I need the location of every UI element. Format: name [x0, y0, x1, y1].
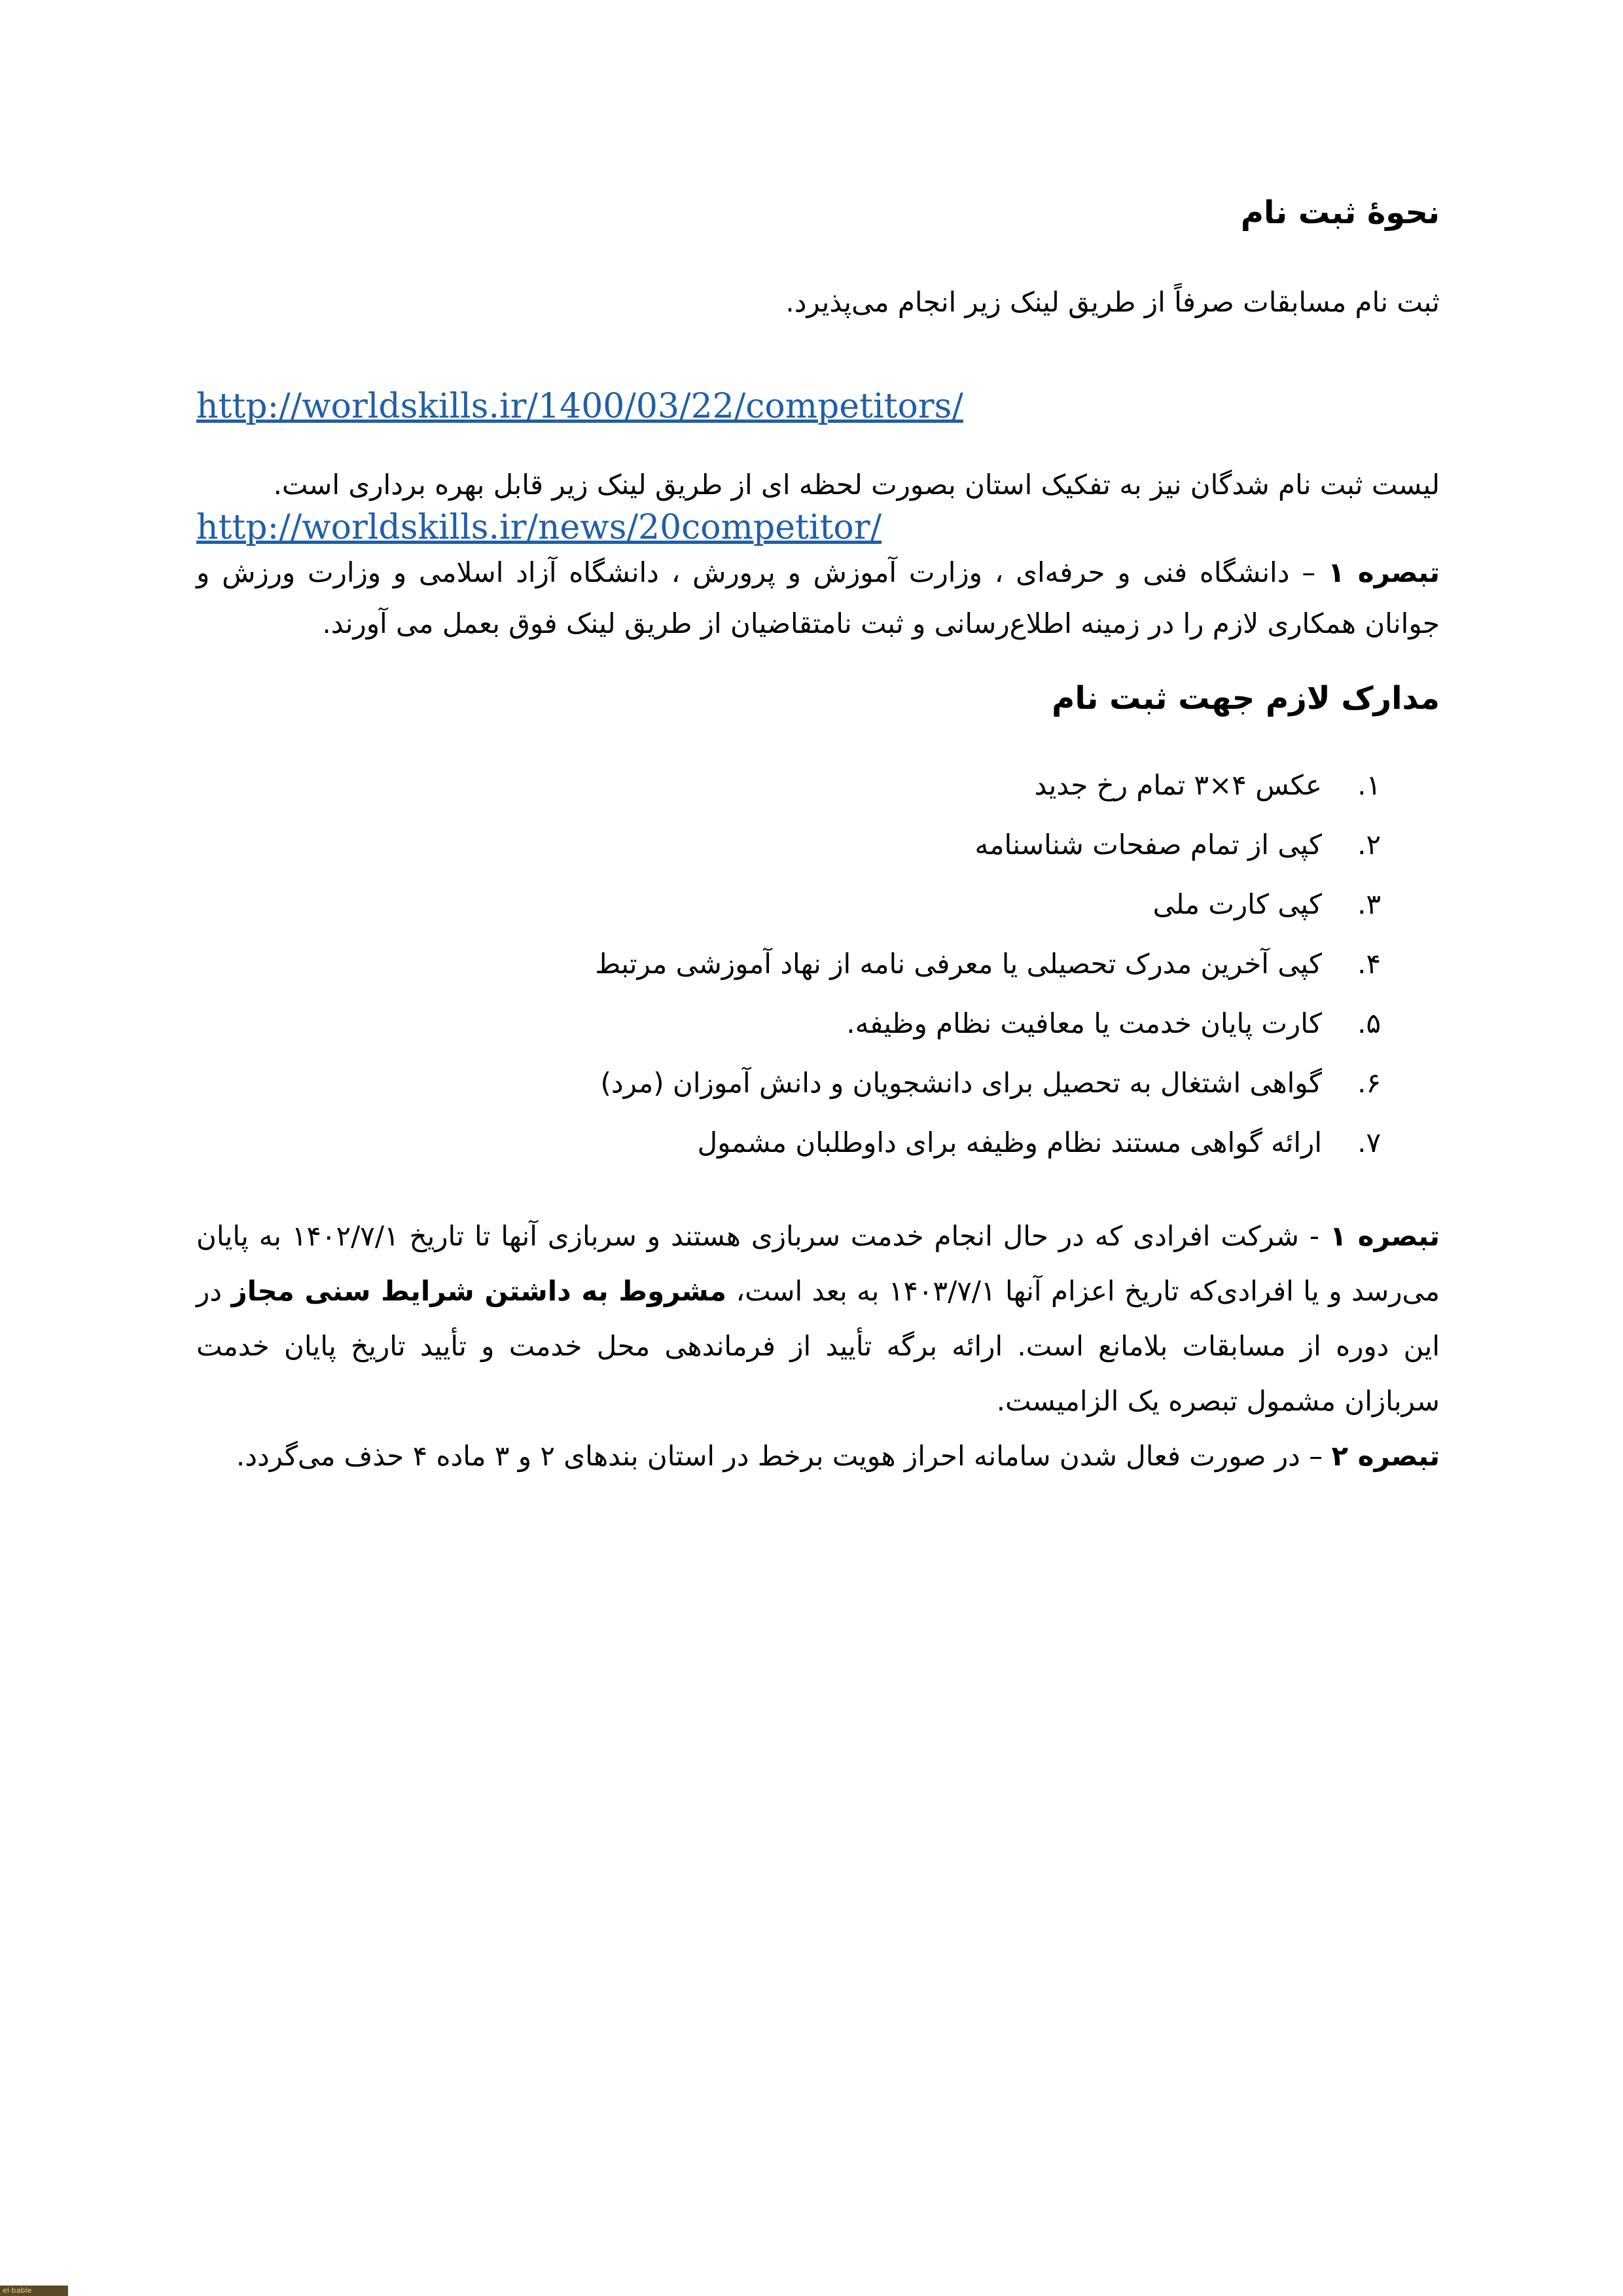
list-item: ۶. گواهی اشتغال به تحصیل برای دانشجویان و دانش آموزان (مرد) [600, 1067, 1381, 1099]
note-2-paragraph [196, 1429, 1440, 1484]
military-service-note: تبصره ۱ - شرکت افرادی که در حال انجام خدمت سربازی هستند و سربازی آنها تا تاریخ ۱۴۰۲/۷/۱ به پایان می‌رسد و یا افرادی‌که تاریخ اعزام آنها ۱۴۰۳/۷/۱ به بعد است، مشروط به داشتن شرایط سنی مجاز در این دوره از مسابقات بلامانع است. ارائه برگه تأیید از فرماندهی محل خدمت و تأیید تاریخ پایان خدمت سربازان مشمول تبصره یک الزامیست. [196, 1220, 1440, 1417]
registered-list-note: لیست ثبت نام شدگان نیز به تفکیک استان بصورت لحظه ای از طریق لینک زیر قابل بهره برداری است. [273, 469, 1440, 501]
list-item: ۲. کپی از تمام صفحات شناسنامه [974, 829, 1381, 861]
note-1-text: – دانشگاه فنی و حرفه‌ای ، وزارت آموزش و پرورش ، دانشگاه آزاد اسلامی و وزارت ورزش و جوانان همکاری لازم را در زمینه اطلاع‌رسانی و ثبت نامتقاضیان از طریق لینک فوق بعمل می آورند. [196, 556, 1440, 639]
registration-heading: نحوۀ ثبت نام [1240, 194, 1440, 231]
requirements-list [196, 755, 1440, 1172]
note-1-paragraph [196, 547, 1440, 649]
note-2-label: تبصره ۲ [1331, 1440, 1440, 1472]
competitor-list-link[interactable]: http://worldskills.ir/news/20competitor/ [196, 508, 882, 547]
age-condition-text: مشروط به داشتن شرایط سنی مجاز [231, 1275, 727, 1307]
note-2-text: – در صورت فعال شدن سامانه احراز هویت برخط در استان بندهای ۲ و ۳ ماده ۴ حذف می‌گردد. [236, 1440, 1332, 1472]
military-note-label: تبصره ۱ [1329, 1220, 1440, 1252]
list-item: ۳. کپی کارت ملی [1152, 888, 1381, 920]
competitors-link[interactable]: http://worldskills.ir/1400/03/22/competitors/ [196, 387, 963, 426]
list-item: ۷. ارائه گواهی مستند نظام وظیفه برای داوطلبان مشمول [697, 1126, 1381, 1158]
registration-intro: ثبت نام مسابقات صرفاً از طریق لینک زیر انجام می‌پذیرد. [785, 286, 1440, 318]
documents-heading: مدارک لازم جهت ثبت نام [1052, 680, 1440, 717]
list-item: ۱. عکس ۴×۳ تمام رخ جدید [1034, 769, 1381, 801]
list-item: ۴. کپی آخرین مدرک تحصیلی یا معرفی نامه از نهاد آموزشی مرتبط [595, 948, 1381, 980]
list-item: ۵. کارت پایان خدمت یا معافیت نظام وظیفه. [846, 1007, 1381, 1039]
note-1-label: تبصره ۱ [1328, 556, 1440, 588]
footer-badge: el-bable [0, 2286, 68, 2296]
document-page [196, 190, 1440, 1484]
